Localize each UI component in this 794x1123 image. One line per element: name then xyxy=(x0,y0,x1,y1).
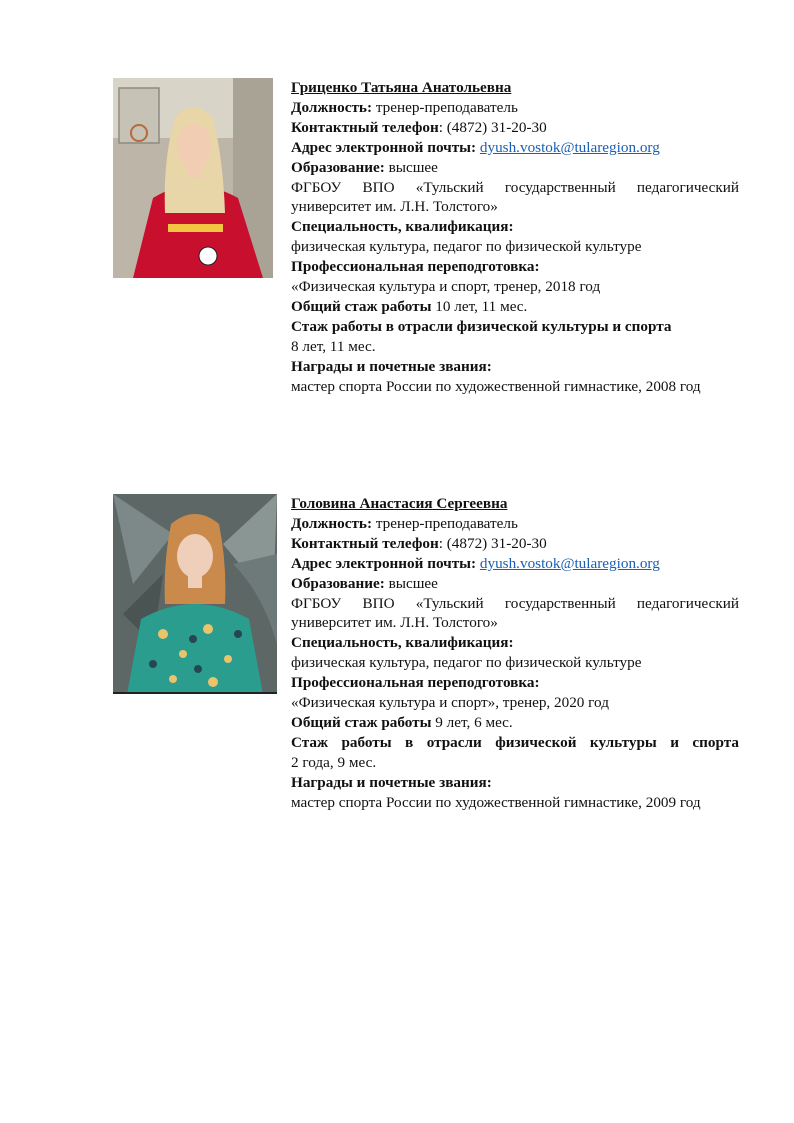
total-exp-label: Общий стаж работы xyxy=(291,713,432,731)
position-line xyxy=(291,514,739,534)
position-label: Должность: xyxy=(291,98,373,116)
retraining-value: «Физическая культура и спорт», тренер, 2020 год xyxy=(291,694,609,712)
phone-value: : (4872) 31-20-30 xyxy=(438,118,547,136)
retraining-value: «Физическая культура и спорт, тренер, 2018 год xyxy=(291,278,601,296)
email-line xyxy=(291,138,739,158)
sport-exp-label: Стаж работы в отрасли физической культуры и спорта xyxy=(291,733,739,751)
education-label: Образование: xyxy=(291,158,385,176)
total-exp-label: Общий стаж работы xyxy=(291,297,432,315)
awards-value: мастер спорта России по художественной гимнастике, 2008 год xyxy=(291,377,701,395)
education-line xyxy=(291,574,739,594)
email-link[interactable]: dyush.vostok@tularegion.org xyxy=(479,554,660,572)
awards-label: Награды и почетные звания: xyxy=(291,357,492,375)
specialty-value: физическая культура, педагог по физической культуре xyxy=(291,238,642,256)
email-line xyxy=(291,554,739,574)
email-label: Адрес электронной почты: xyxy=(291,554,477,572)
sport-exp-value: 2 года, 9 мес. xyxy=(291,753,377,771)
sport-exp-label: Стаж работы в отрасли физической культуры и спорта xyxy=(291,317,672,335)
email-link[interactable]: dyush.vostok@tularegion.org xyxy=(479,138,660,156)
awards-value: мастер спорта России по художественной гимнастике, 2009 год xyxy=(291,793,701,811)
sport-exp-value: 8 лет, 11 мес. xyxy=(291,337,376,355)
position-value: тренер-преподаватель xyxy=(375,514,518,532)
total-exp-value: 10 лет, 11 мес. xyxy=(435,297,528,315)
staff-name: Головина Анастасия Сергеевна xyxy=(291,495,508,512)
education-label: Образование: xyxy=(291,574,385,592)
position-value: тренер-преподаватель xyxy=(375,98,518,116)
education-line xyxy=(291,158,739,178)
staff-photo xyxy=(113,494,277,694)
phone-label: Контактный телефон xyxy=(291,118,439,136)
phone-line xyxy=(291,118,739,138)
email-label: Адрес электронной почты: xyxy=(291,138,477,156)
retraining-label: Профессиональная переподготовка: xyxy=(291,258,540,276)
staff-photo xyxy=(113,78,273,278)
education-value: высшее xyxy=(388,158,438,176)
total-exp-line xyxy=(291,297,739,317)
university: ФГБОУ ВПО «Тульский государственный педагогический университет им. Л.Н. Толстого» xyxy=(291,178,739,216)
total-exp-value: 9 лет, 6 мес. xyxy=(435,713,513,731)
specialty-value: физическая культура, педагог по физической культуре xyxy=(291,654,642,672)
university: ФГБОУ ВПО «Тульский государственный педагогический университет им. Л.Н. Толстого» xyxy=(291,594,739,632)
specialty-label: Специальность, квалификация: xyxy=(291,218,514,236)
specialty-label: Специальность, квалификация: xyxy=(291,634,514,652)
position-line xyxy=(291,98,739,118)
phone-line xyxy=(291,534,739,554)
position-label: Должность: xyxy=(291,514,373,532)
awards-label: Награды и почетные звания: xyxy=(291,773,492,791)
phone-label: Контактный телефон xyxy=(291,534,439,552)
retraining-label: Профессиональная переподготовка: xyxy=(291,674,540,692)
staff-name: Гриценко Татьяна Анатольевна xyxy=(291,79,512,96)
phone-value: : (4872) 31-20-30 xyxy=(438,534,547,552)
education-value: высшее xyxy=(388,574,438,592)
total-exp-line xyxy=(291,713,739,733)
